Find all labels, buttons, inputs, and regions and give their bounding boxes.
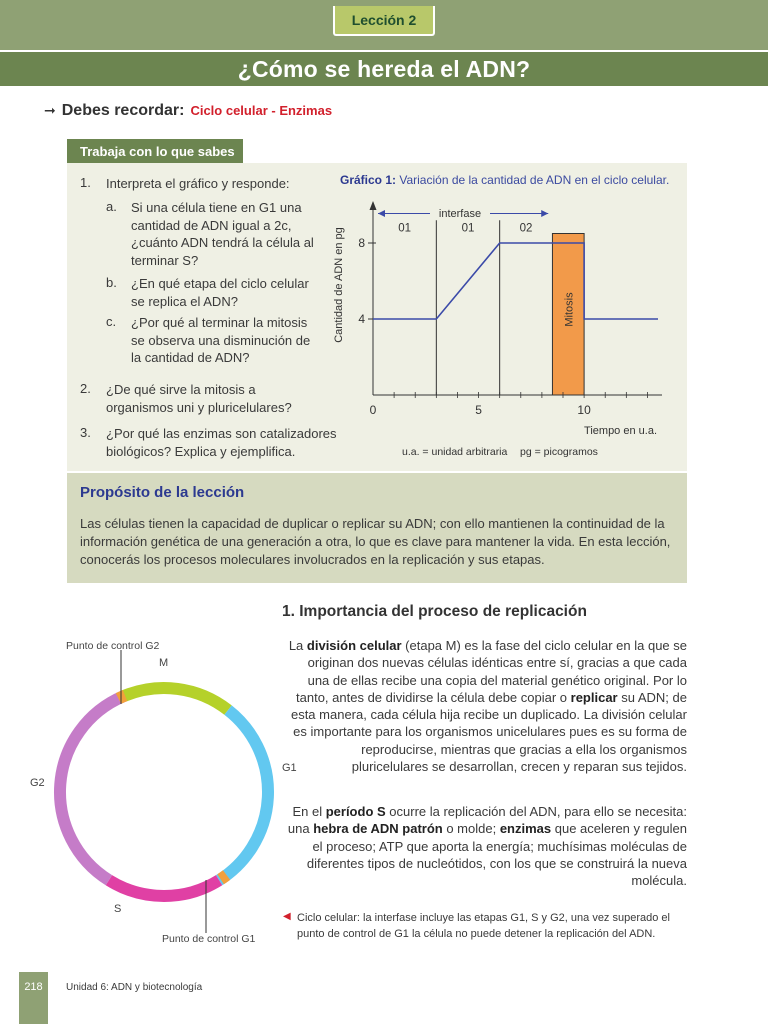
y-tick-label: 4	[358, 312, 365, 326]
phase-label-g2: G2	[30, 777, 45, 789]
phase-arc-g1	[219, 710, 268, 880]
x-tick-label: 10	[577, 403, 591, 417]
checkpoint-g2-marker	[118, 696, 125, 699]
chart-title	[340, 173, 669, 187]
interfase-arrow-head-right	[541, 210, 548, 217]
chart-layer	[333, 201, 662, 458]
text-run: su ADN; de esta manera, cada célula hija recibe un duplicado. La división celular es importante para los organismos unicelulares pues es su forma de reproducirse, mientras que gracias a ella los organismos pluricelulares se desarrollan, crecen y reparan sus tejidos.	[290, 689, 687, 775]
subquestion-text: ¿Por qué al terminar la mitosis se observa una disminución de la cantidad de ADN?	[131, 315, 311, 365]
section-title: 1. Importancia del proceso de replicación	[282, 603, 587, 620]
page-number: 218	[24, 981, 43, 993]
lesson-label: Lección 2	[351, 12, 417, 28]
subquestion-letter: c.	[106, 314, 117, 329]
phase-label: 01	[461, 222, 475, 235]
interfase-label: interfase	[438, 208, 482, 221]
figure-caption: Ciclo celular: la interfase incluye las etapas G1, S y G2, una vez superado el punto de control de G1 la célula no puede detener la replicación del ADN.	[297, 912, 670, 940]
phase-arc-m	[123, 688, 228, 710]
x-axis-label: Tiempo en u.a.	[584, 425, 657, 437]
interfase-arrow-head-left	[378, 210, 385, 217]
purpose-text: Las células tienen la capacidad de duplicar o replicar su ADN; con ello mantienen la continuidad de la información genética de una generación a otra, lo que es clave para mantener la vida. En esta lección, conocerás los procesos moleculares involucrados en la replicación y sus etapas.	[80, 516, 671, 567]
subquestion-text: ¿En qué etapa del ciclo celular se replica el ADN?	[131, 276, 309, 309]
phase-label-g1: G1	[282, 762, 297, 774]
work-tab	[67, 139, 243, 163]
bold-term: replicar	[570, 689, 618, 705]
x-tick-label: 5	[475, 403, 482, 417]
paragraph-s-period	[283, 803, 687, 889]
remember-line	[44, 102, 332, 120]
question-number: 1.	[80, 175, 91, 190]
text-run: La	[288, 638, 307, 653]
checkpoint-g2-label: Punto de control G2	[66, 640, 160, 652]
phase-arc-s	[109, 880, 219, 896]
y-axis-label: Cantidad de ADN en pg	[333, 227, 345, 343]
legend-pg: pg = picogramos	[520, 446, 598, 458]
question-text: ¿Por qué las enzimas son catalizadores biológicos? Explica y ejemplifica.	[106, 426, 337, 459]
work-tab-label: Trabaja con lo que sabes	[80, 143, 235, 159]
subquestion-letter: a.	[106, 199, 117, 214]
text-run: o molde;	[442, 821, 500, 837]
y-axis-arrow	[370, 201, 377, 210]
phase-label-s: S	[114, 903, 122, 915]
subquestion-letter: b.	[106, 275, 117, 290]
footer-text: Unidad 6: ADN y biotecnología	[66, 982, 203, 993]
y-tick-label: 8	[358, 236, 365, 250]
question-text: ¿De qué sirve la mitosis a organismos uni y pluricelulares?	[106, 382, 292, 415]
legend-ua: u.a. = unidad arbitraria	[402, 446, 508, 458]
remember-label: Debes recordar:	[61, 102, 185, 119]
bold-term: hebra de ADN patrón	[313, 821, 443, 837]
cycle-ring	[60, 688, 268, 896]
checkpoint-g1-label: Punto de control G1	[162, 933, 256, 945]
text-run: En el	[292, 804, 326, 819]
footer-bar	[19, 972, 48, 1024]
question-text: Interpreta el gráfico y responde:	[106, 176, 290, 191]
question-number: 3.	[80, 425, 91, 440]
remember-topics: Ciclo celular - Enzimas	[190, 103, 333, 118]
cell-cycle-diagram	[20, 630, 300, 950]
purpose-title: Propósito de la lección	[80, 484, 245, 501]
subquestion-text: Si una célula tiene en G1 una cantidad de ADN igual a 2c, ¿cuánto ADN tendrá la célula al terminar S?	[131, 200, 314, 268]
checkpoint-g1-marker	[221, 875, 227, 879]
text-run: (etapa M) es la fase del ciclo celular en la que se originan dos nuevas células idénticas entre sí, gracias a que cada una de ellas recibe una copia del material genético original. Por lo tanto, antes de dividirse la célula debe copiar o	[296, 638, 687, 705]
title-band	[0, 50, 768, 88]
chart-title-text: Variación de la cantidad de ADN en el ciclo celular.	[399, 173, 670, 187]
paragraph-cell-division	[283, 637, 687, 775]
phase-label-m: M	[159, 657, 169, 669]
phase-arc-g2	[60, 696, 123, 880]
page-title: ¿Cómo se hereda el ADN?	[237, 55, 531, 82]
chart-title-prefix: Gráfico 1:	[340, 173, 397, 187]
bold-term: división celular	[306, 638, 402, 653]
dna-chart	[320, 190, 670, 462]
question-number: 2.	[80, 381, 91, 396]
text-run: que aceleren y regulen el proceso; ATP que aporta la energía; muchísimas moléculas de diferentes tipos de nucleótidos, con los que se construirá la nueva molécula.	[306, 821, 687, 889]
phase-label: 01	[398, 222, 412, 235]
lesson-tab	[333, 6, 435, 36]
phase-label: 02	[519, 222, 533, 235]
x-tick-label: 0	[369, 403, 377, 417]
bold-term: enzimas	[499, 821, 552, 837]
bold-term: período S	[325, 804, 386, 819]
arrow-icon: ➞	[44, 102, 56, 118]
caption-marker-icon: ◀	[283, 911, 291, 922]
dna-amount-line	[373, 243, 658, 319]
mitosis-label: Mitosis	[563, 292, 576, 327]
text-run: ocurre la replicación del ADN, para ello se necesita: una	[287, 804, 687, 837]
